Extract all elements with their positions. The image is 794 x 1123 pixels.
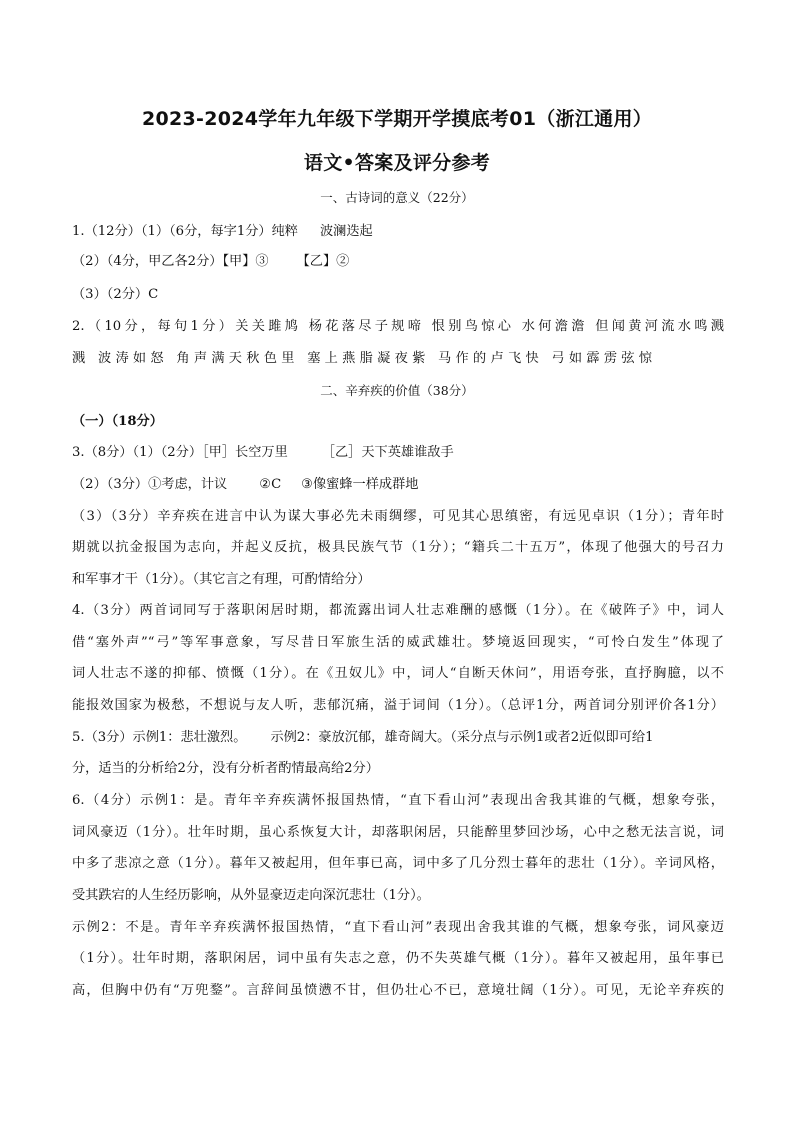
- q1-line-1: [72, 220, 724, 239]
- q2-line-2-text: 溅 波涛如怒 角声满天秋色里 塞上燕脂凝夜紫 马作的卢飞快 弓如霹雳弦惊: [72, 351, 652, 366]
- q6-line-5: 示例2：不是。青年辛弃疾满怀报国热情，“直下看山河”表现出舍我其谁的气概，想象夸张，词风豪迈: [72, 920, 724, 935]
- q1-line-1-part-b: 波澜迭起: [319, 224, 373, 239]
- q6-line-7: 高，但胸中仍有“万兜鍪”。言辞间虽愤懑不甘，但仍壮心不已，意境壮阔（1分）。可见，无论辛弃疾的: [72, 983, 724, 998]
- q1-line-1-part-a: 1.（12分）（1）（6分，每字1分）纯粹: [72, 224, 298, 239]
- q3-line-1-part-b: ［乙］天下英雄谁敌手: [321, 445, 454, 460]
- q3-line-3: （3）（3分）辛弃疾在进言中认为谋大事必先未雨绸缪，可见其心思缜密，有远见卓识（1分）；青年时: [72, 509, 724, 524]
- q3-line-4: 期就以抗金报国为志向，并起义反抗，极具民族气节（1分）；“籍兵二十五万”，体现了他强大的号召力: [72, 540, 724, 555]
- q3-line-2-part-b: ②C: [259, 477, 282, 492]
- q1-line-2: [72, 250, 724, 269]
- part-1-heading: （一）（18分）: [72, 414, 163, 429]
- q4-line-3: 词人壮志不遂的抑郁、愤慨（1分）。在《丑奴儿》中，词人“自断天休问”，用语夸张，直抒胸臆，以不: [72, 666, 724, 681]
- q6-line-4: 受其跌宕的人生经历影响，从外显豪迈走向深沉悲壮（1分）。: [72, 888, 430, 903]
- q2-line-1: 2.（10分，每句1分）关关雎鸠 杨花落尽子规啼 恨别鸟惊心 水何澹澹 但闻黄河流水鸣溅: [72, 319, 724, 334]
- q6-line-1: 6.（4分）示例1：是。青年辛弃疾满怀报国热情，“直下看山河”表现出舍我其谁的气概，想象夸张，: [72, 793, 724, 808]
- q5-line-1: [72, 726, 724, 745]
- q3-line-2: [72, 473, 724, 492]
- page-subtitle: 语文•答案及评分参考: [303, 152, 491, 174]
- page-title: 2023-2024学年九年级下学期开学摸底考01（浙江通用）: [141, 108, 653, 130]
- q6-line-2: 词风豪迈（1分）。壮年时期，虽心系恢复大计，却落职闲居，只能醉里梦回沙场，心中之愁无法言说，词: [72, 825, 724, 840]
- q5-line-1-part-b: 示例2：豪放沉郁，雄奇阔大。（采分点与示例1或者2近似即可给1: [270, 730, 654, 745]
- q3-line-5: 和军事才干（1分）。（其它言之有理，可酌情给分）: [72, 572, 371, 587]
- q5-line-2: 分，适当的分析给2分，没有分析者酌情最高给2分）: [72, 761, 379, 776]
- q3-line-2-part-a: （2）（3分）①考虑，计议: [72, 477, 228, 492]
- q3-line-1-part-a: 3.（8分）（1）（2分）［甲］长空万里: [72, 445, 288, 460]
- q1-line-3: （3）（2分）C: [72, 287, 159, 302]
- q1-line-2-part-b: 【乙】②: [296, 254, 350, 269]
- section-heading-2: 二、辛弃疾的价值（38分）: [320, 383, 474, 398]
- q2-line-2: [72, 347, 652, 366]
- section-heading-1: 一、古诗词的意义（22分）: [320, 190, 474, 205]
- q3-line-1: [72, 441, 724, 460]
- q1-line-2-part-a: （2）（4分，甲乙各2分）【甲】③: [72, 254, 269, 269]
- q6-line-6: （1分）。壮年时期，落职闲居，词中虽有失志之意，仍不失英雄气概（1分）。暮年又被起用，虽年事已: [72, 951, 724, 966]
- q4-line-1: 4.（3分）两首词同写于落职闲居时期，都流露出词人壮志难酬的感慨（1分）。在《破阵子》中，词人: [72, 603, 724, 618]
- q6-line-3: 中多了悲凉之意（1分）。暮年又被起用，但年事已高，词中多了几分烈士暮年的悲壮（1分）。辛词风格，: [72, 856, 724, 871]
- q5-line-1-part-a: 5.（3分）示例1：悲壮激烈。: [72, 730, 247, 745]
- q3-line-2-part-c: ③像蜜蜂一样成群地: [301, 477, 419, 492]
- q4-line-2: 借“塞外声”“弓”等军事意象，写尽昔日军旅生活的威武雄壮。梦境返回现实，“可怜白发生”体现了: [72, 635, 724, 650]
- q4-line-4: 能报效国家为极愁，不想说与友人听，悲郁沉痛，溢于词间（1分）。（总评1分，两首词分别评价各1分）: [72, 698, 724, 713]
